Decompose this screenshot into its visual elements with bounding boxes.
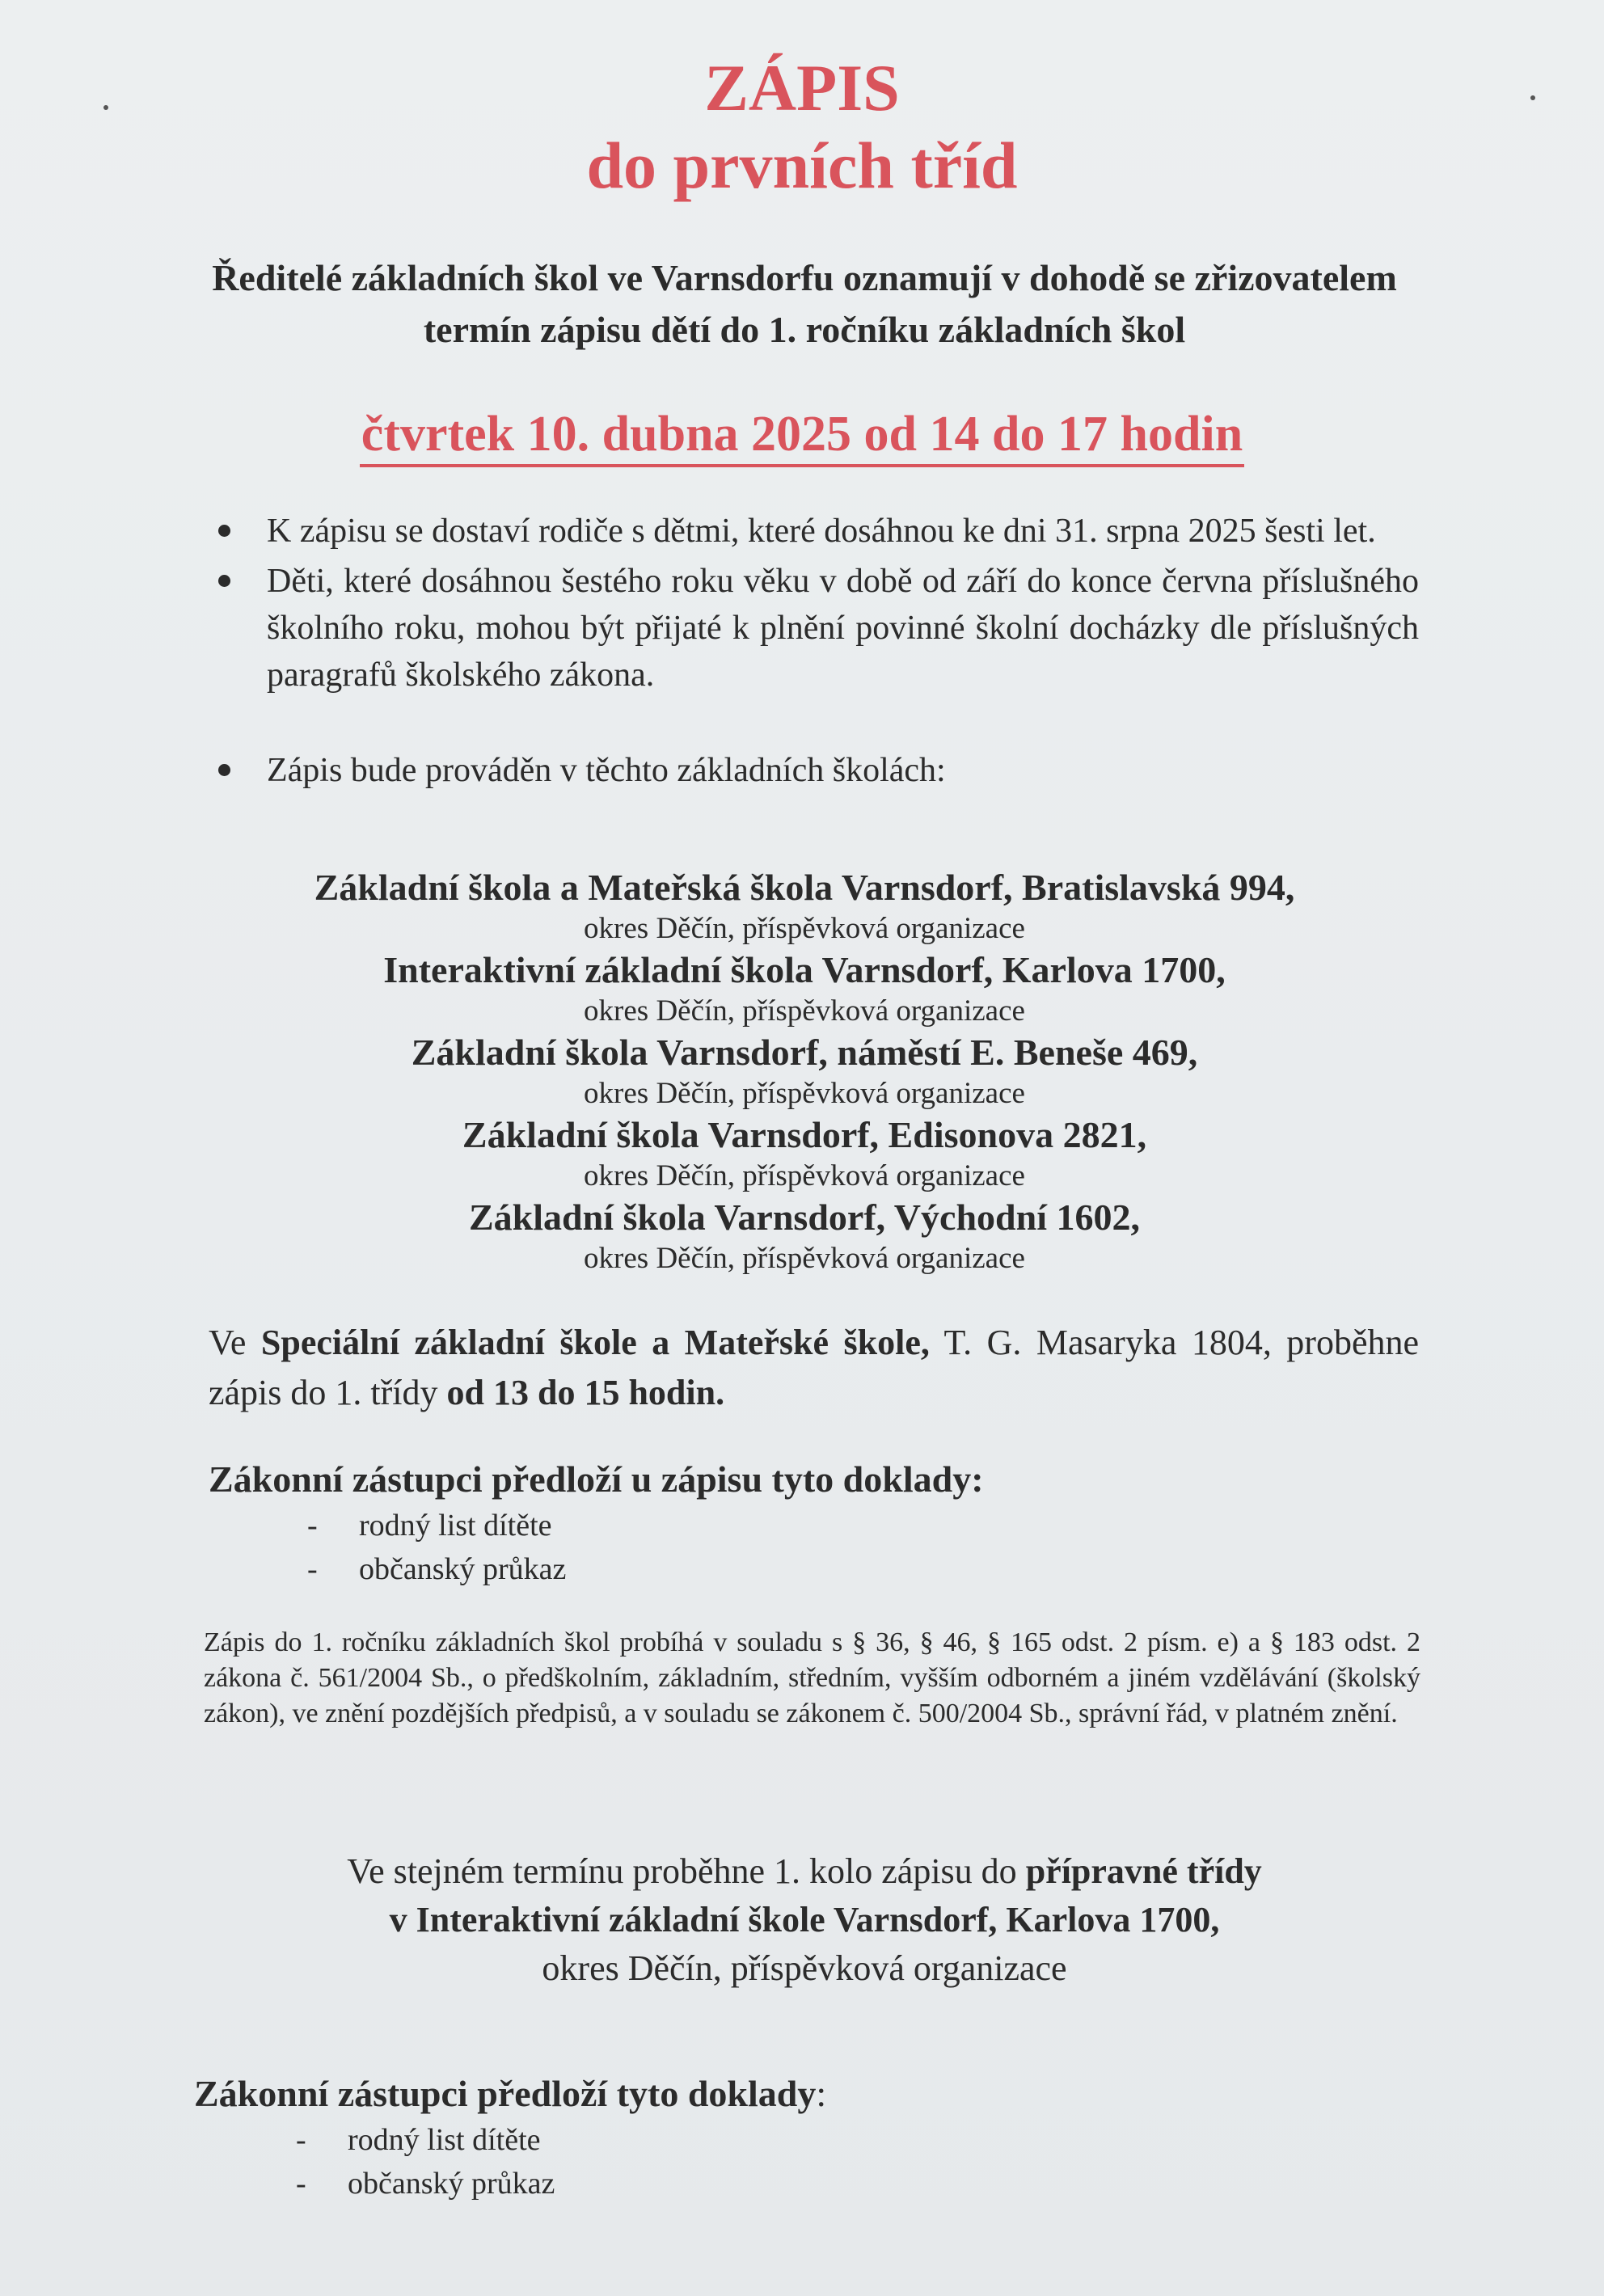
dash-icon: -: [307, 1509, 318, 1543]
intro-text: Ředitelé základních škol ve Varnsdorfu oznamují v dohodě se zřizovatelem termín zápisu dětí do 1. ročníku základních škol: [212, 257, 1397, 350]
document-item: [194, 2118, 826, 2162]
bullet-icon: [218, 525, 230, 537]
school-subtitle: okres Děčín, příspěvková organizace: [584, 912, 1025, 945]
document-label: rodný list dítěte: [348, 2123, 541, 2157]
dash-icon: -: [296, 2123, 306, 2157]
school-name: Základní škola Varnsdorf, Edisonova 2821,: [462, 1114, 1147, 1155]
special-hours: od 13 do 15 hodin.: [446, 1373, 725, 1412]
bullet-item: [218, 558, 1419, 699]
school-subtitle: okres Děčín, příspěvková organizace: [584, 1159, 1025, 1192]
prep-line: [162, 1847, 1447, 1896]
date-heading: [0, 406, 1604, 467]
document-label: občanský průkaz: [348, 2167, 555, 2201]
bullet-text: K zápisu se dostaví rodiče s dětmi, které dosáhnou ke dni 31. srpna 2025 šesti let.: [267, 513, 1376, 550]
documents-section-2: [194, 2070, 826, 2205]
document-item: [209, 1547, 984, 1591]
prep-school-text: v Interaktivní základní škole Varnsdorf, Karlova 1700,: [389, 1900, 1220, 1939]
school-subtitle: okres Děčín, příspěvková organizace: [584, 994, 1025, 1028]
title-main: ZÁPIS: [704, 51, 900, 125]
school-subtitle: okres Děčín, příspěvková organizace: [584, 1242, 1025, 1275]
dash-icon: -: [296, 2167, 306, 2201]
document-item: [209, 1504, 984, 1547]
document-item: [194, 2162, 826, 2205]
school-name: Základní škola Varnsdorf, náměstí E. Beneše 469,: [411, 1032, 1198, 1073]
prep-class-name: přípravné třídy: [1025, 1851, 1262, 1891]
bullet-item: [218, 508, 1419, 555]
dash-icon: -: [307, 1552, 318, 1586]
document-label: rodný list dítěte: [359, 1509, 552, 1543]
preparatory-class-section: [162, 1847, 1447, 1993]
bullet-text: Děti, které dosáhnou šestého roku věku v době od září do konce června příslušného školního roku, mohou být přijaté k plnění povinné školní docházky dle příslušných paragrafů školského zákona.: [267, 563, 1419, 694]
bullet-list: [218, 508, 1419, 794]
documents-heading-2: [194, 2070, 826, 2118]
school-name: Základní škola a Mateřská škola Varnsdorf, Bratislavská 994,: [314, 867, 1295, 908]
special-school-paragraph: [209, 1318, 1419, 1418]
documents-heading: Zákonní zástupci předloží u zápisu tyto doklady:: [209, 1458, 984, 1500]
documents-heading-text: Zákonní zástupci předloží tyto doklady: [194, 2073, 817, 2114]
date-heading-text: čtvrtek 10. dubna 2025 od 14 do 17 hodin: [360, 406, 1244, 467]
bullet-text: Zápis bude prováděn v těchto základních školách:: [267, 752, 946, 789]
documents-section: [209, 1455, 984, 1591]
school-name: Základní škola Varnsdorf, Východní 1602,: [469, 1197, 1140, 1238]
school-list: [162, 865, 1447, 1277]
bullet-icon: [218, 575, 230, 587]
school-name: Interaktivní základní škola Varnsdorf, Karlova 1700,: [383, 949, 1226, 990]
title-subline: do prvních tříd: [586, 129, 1018, 202]
school-subtitle: okres Děčín, příspěvková organizace: [584, 1077, 1025, 1110]
bullet-item: [218, 747, 1419, 794]
legal-note: Zápis do 1. ročníku základních škol probíhá v souladu s § 36, § 46, § 165 odst. 2 písm. e) a § 183 odst. 2 zákona č. 561/2004 Sb., o předškolním, základním, středním, vyšším odborném a jiném vzdělávání (školský zákon), ve znění pozdějších předpisů, a v souladu se zákonem č. 500/2004 Sb., správní řád, v platném znění.: [204, 1627, 1420, 1728]
bullet-icon: [218, 764, 230, 776]
special-school-name: Speciální základní škole a Mateřské škole,: [260, 1323, 930, 1362]
prep-school-name: [162, 1896, 1447, 1944]
document-label: občanský průkaz: [359, 1552, 567, 1586]
special-text: Ve: [209, 1323, 261, 1362]
special-text: T. G. Masaryka 1804, proběhne zápis do 1. třídy: [209, 1323, 1419, 1412]
prep-subtitle: okres Děčín, příspěvková organizace: [542, 1948, 1067, 1988]
prep-text: Ve stejném termínu proběhne 1. kolo zápisu do: [347, 1851, 1026, 1891]
documents-heading-colon: :: [816, 2073, 827, 2114]
